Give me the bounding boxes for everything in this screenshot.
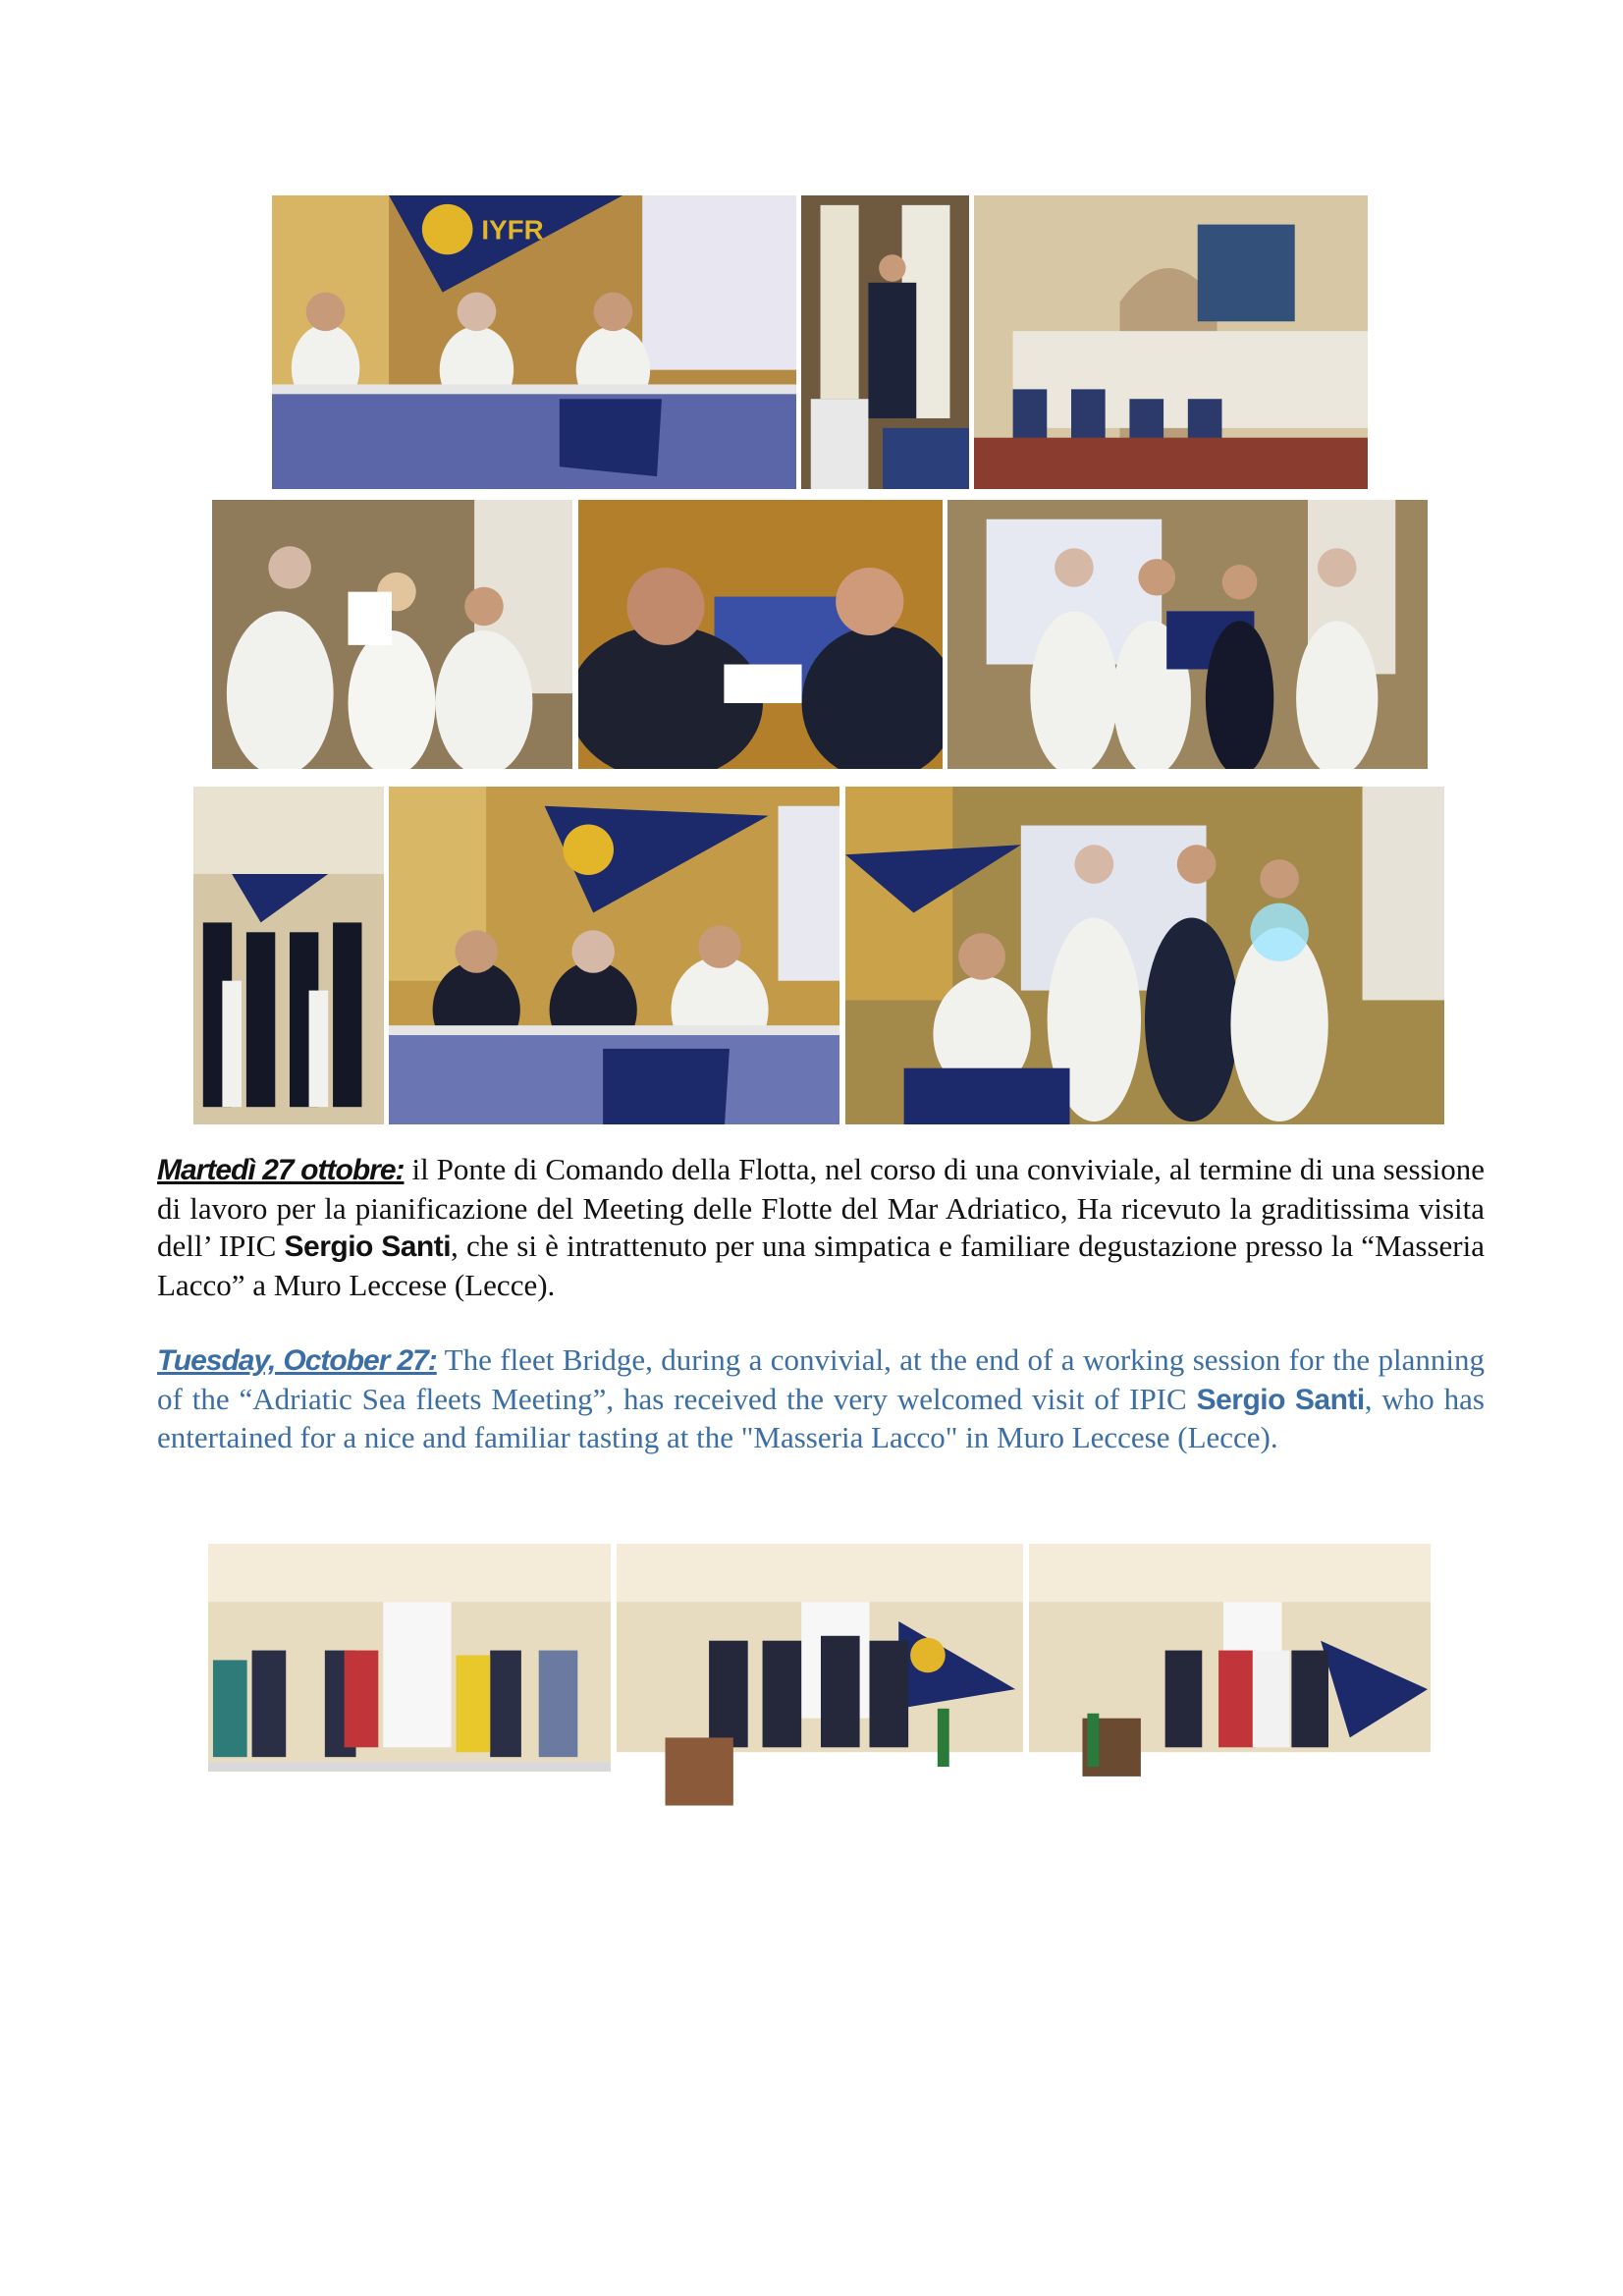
- photo-certificate-award: [210, 498, 574, 771]
- paragraph-english-text-2: , who has entertained for a nice and familiar tasting at the "Masseria Lacco" in Muro Leccese (Lecce).: [157, 1381, 1485, 1454]
- photo-speaker-at-lectern: [799, 193, 971, 491]
- photo-dinner-group-right: [1027, 1542, 1433, 1847]
- photo-dinner-group-left: [206, 1542, 613, 1847]
- date-lead-english: Tuesday, October 27:: [157, 1344, 437, 1377]
- photo-glowing-presentation: [843, 785, 1446, 1126]
- person-name-italian: Sergio Santi: [284, 1230, 452, 1263]
- person-name-english: Sergio Santi: [1196, 1383, 1365, 1416]
- paragraph-italian-text-1: il Ponte di Comando della Flotta, nel corso di una conviviale, al termine di una sessione di lavoro per la pianificazione del Meeting delle Flotte del Mar Adriatico, Ha ricevuto la graditissima visita dell’ IPIC: [157, 1152, 1486, 1263]
- flag-text: IYFR: [481, 214, 544, 246]
- date-lead-italian: Martedì 27 ottobre:: [157, 1154, 405, 1186]
- paragraph-english: [157, 1341, 1485, 1457]
- paragraph-italian-text-2: , che si è intrattenuto per una simpatica e familiare degustazione presso la “Masseria Lacco” a Muro Leccese (Lecce).: [157, 1229, 1485, 1302]
- photo-audience: [972, 193, 1370, 491]
- paragraph-english-text-1: The fleet Bridge, during a convivial, at the end of a working session for the planning of the “Adriatic Sea fleets Meeting”, has received the very welcomed visit of IPIC: [157, 1342, 1485, 1416]
- photo-pennant-exchange: [946, 498, 1430, 771]
- photo-panel-head-table: [270, 193, 798, 491]
- photo-handshake: [576, 498, 945, 771]
- paragraph-italian: [157, 1151, 1485, 1304]
- photo-head-table-wide: [387, 785, 841, 1126]
- photo-dinner-group-center: [615, 1542, 1025, 1847]
- photo-group-portrait: [191, 785, 386, 1126]
